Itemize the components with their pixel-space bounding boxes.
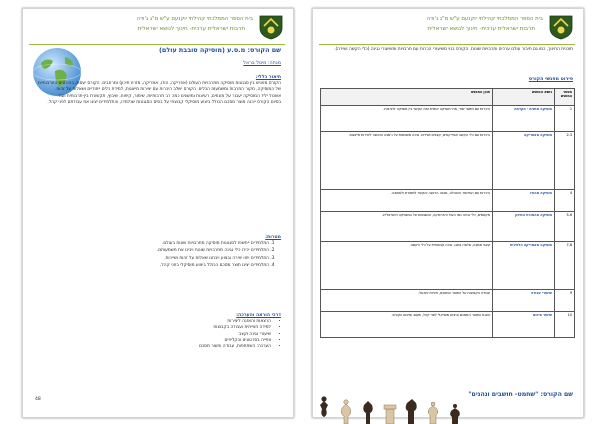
method-item: • הערכה: השתתפות, עבודה ותוצר מסכם [35, 344, 271, 350]
table-row [321, 242, 575, 290]
methods-section [35, 313, 281, 350]
school-logo-icon [257, 14, 285, 40]
session-topic: מוסיקה אתנית - הקדמה [493, 106, 555, 132]
goal-item: 3. התלמידים יחוו יצירה ובצוע ויבחנו שאלות על זהות ושייכות. [35, 256, 269, 262]
description-paragraph-3: בסיום הקורס ייבנה מוצר מסכם הכולל ביצוע מוסיקלי קבוצתי על בסיס הסגנונות שנלמדו, והתלמידים יציגו את עבודתם לפני קהל. [47, 99, 281, 105]
chess-pieces-image [310, 395, 470, 424]
table-row [321, 106, 575, 132]
session-content: עבודה בקבוצות על התוצר המסכם, חזרות ותרגול. [321, 290, 493, 312]
session-number: 5-6 [555, 212, 575, 242]
goal-item: 2. התלמידים יכירו כלי נגינה מתרבויות שונות ויבינו את משמעותם. [35, 248, 269, 254]
session-topic: שיעורי עבודה [493, 290, 555, 312]
document-page-right [312, 8, 584, 418]
table-row [321, 190, 575, 212]
session-topic: מוסיקה מאמריקה הלטינית [493, 242, 555, 290]
session-content: הצגת התוצר המסכם וביצוע מוסיקלי לפני קהל, משוב וסיכום הקורס. [321, 312, 493, 338]
schedule-table [320, 88, 575, 338]
column-header: נושא המפגש [493, 89, 555, 106]
table-row [321, 132, 575, 190]
table-header-row [321, 89, 575, 106]
method-item: • שיעורי נגינה וקצב [35, 332, 271, 338]
goal-item: 4. התלמידים יציגו תוצר מסכם הכולל ביצוע מוסיקלי בפני קהל. [35, 263, 269, 269]
session-content: היכרות עם מושגי יסוד, מהי מוסיקה אתנית ומה הקשר בין מוסיקה לתרבות. [321, 106, 493, 132]
school-name: בית הספר הממלכתי קהילתי יוקנעם ע"ש מ"ג ג'ודה [136, 16, 253, 22]
column-header: תוכן המפגש [321, 89, 493, 106]
session-topic: מוסיקה מאפריקה [493, 132, 555, 190]
table-row [321, 290, 575, 312]
table-row [321, 312, 575, 338]
session-content: היכרות עם הסיטאר והטבלה, מבנה הראגה והקשר למסורת ולאמונה. [321, 190, 493, 212]
page-number: 48 [35, 397, 41, 402]
session-content: מקאמים, כלי נגינה כמו העוד והדרבוקה, והשפעות על המוסיקה הישראלית. [321, 212, 493, 242]
school-motto: תרבות ישראלית ערכית- חינוך לנושא ישראלית [427, 26, 535, 32]
session-content: קצבי סמבה, סלסה וטנגו, נגינה קבוצתית על כלי הקשה. [321, 242, 493, 290]
course-lecturer [243, 61, 281, 66]
session-content: היכרות עם כלי הקשה אפריקאים, קצבים ושירים. נגינה משותפת על ג'מבה והאזנה ליצירות מייצגות. [321, 132, 493, 190]
goals-heading: מטרות: [265, 235, 281, 240]
document-page-left [22, 8, 294, 418]
session-topic: מוסיקה מהודו [493, 190, 555, 212]
goal-item: 1. התלמידים ייחשפו לסגנונות מוסיקה מתרבויות שונות בעולם. [35, 241, 269, 247]
session-number: 9 [555, 290, 575, 312]
description-heading: תיאור כללי: [255, 75, 281, 80]
description-paragraph-1: הקורס מפגיש בין סגנונות מוסיקה מתרבויות העולם (אפריקה, הודו, אמריקה, מזרח תיכון) ומרחבים. הקורס יעסוק בהיבטים התרבותיים של המוסיקה, מקור התרבות ומשמעות הכלים. הקורס ישלב היכרות עם יצירות מייצגות, למידת כלים ייחודיים ושאלות על זהות. [37, 81, 281, 93]
goals-section [35, 235, 281, 270]
next-course-title: שם הקורס: "שחמט- חושבים ונהנים" [468, 391, 573, 398]
session-number: 10 [555, 312, 575, 338]
method-item: • צפייה בסרטונים ובקליפים [35, 338, 271, 344]
course-title: שם הקורס: מ.ס.ע (מוסיקה סובבת עולם) [159, 46, 281, 54]
description-paragraph-2: אשכול יליד המוסיקה יעבור על מונחים, רעיונות ומושגים כמו: רב תרבותיות, שימור, קיפוח, שיבוץ, תקשורת בין-תרבותית ועוד. [56, 93, 281, 99]
session-topic: מוסיקה מהמזרח התיכון [493, 212, 555, 242]
session-topic: שיעור סיכום [493, 312, 555, 338]
header-divider [319, 44, 575, 45]
lecturer-label: מנחה: מיטל בראל [243, 61, 281, 66]
session-number: 1 [555, 106, 575, 132]
page-header [29, 13, 285, 43]
intro-paragraph: תוכנית החינוך, כמו גם חיבור עולם ערכים ותרבויות שונות. הקורס בנוי משיעורי הכרות עם תרבויות ומשיעורי נגינה (כלי הקשה ושירה). [334, 47, 573, 52]
methods-list [35, 319, 281, 350]
method-item: • הרצאות והאזנה ליצירות [35, 319, 271, 325]
school-motto: תרבות ישראלית ערכית- חינוך לנושא ישראלית [137, 26, 245, 32]
method-item: • למידה חווייתית ועבודה בקבוצות [35, 325, 271, 331]
page-header [319, 13, 575, 43]
session-number: 7-8 [555, 242, 575, 290]
school-logo-icon [547, 14, 575, 40]
general-description [35, 75, 281, 106]
school-name: בית הספר הממלכתי קהילתי יוקנעם ע"ש מ"ג ג'ודה [426, 16, 543, 22]
column-header: מספר המפגש [555, 89, 575, 106]
session-number: 2-3 [555, 132, 575, 190]
table-row [321, 212, 575, 242]
methods-heading: דרכי הוראה והערכה: [236, 313, 281, 318]
schedule-table-title: פירוט מפגשי הקורס [528, 77, 573, 82]
session-number: 4 [555, 190, 575, 212]
goals-list [35, 241, 281, 269]
